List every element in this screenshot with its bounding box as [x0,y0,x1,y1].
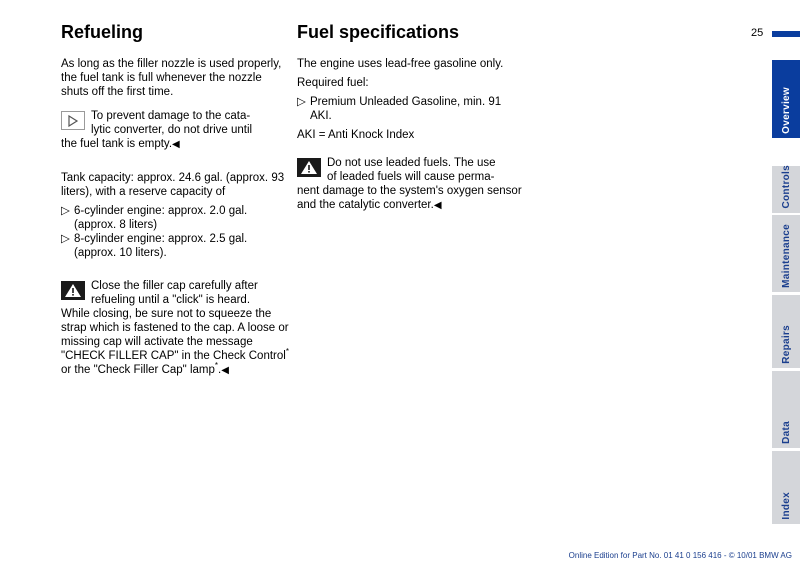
filler-cap-warning [61,279,289,378]
note-line-1: To prevent damage to the cata- [91,110,251,122]
required-fuel-label: Required fuel: [297,77,369,89]
tab-label: Data [780,421,792,444]
bullet-item [61,232,289,260]
fuel-spec-column [297,57,522,213]
tab-label: Overview [780,87,792,134]
catalytic-note [61,109,289,152]
tab-maintenance[interactable] [772,215,800,292]
bullet-item [297,95,522,123]
tab-repairs[interactable] [772,295,800,368]
warning-line-1: Do not use leaded fuels. The use [327,157,496,169]
warning-icon [297,158,321,177]
tab-data[interactable] [772,371,800,448]
end-mark-icon: ◀ [433,200,442,211]
footnote-star: * [214,361,219,371]
refueling-column [61,57,289,378]
tab-label: Repairs [780,325,792,364]
tab-label: Controls [780,165,792,209]
fuel-intro: The engine uses lead-free gasoline only. [297,58,504,70]
tab-overview[interactable] [772,60,800,138]
bullet-text: 8-cylinder engine: approx. 2.5 gal. (approx. 10 liters). [74,233,248,259]
note-line-3: the fuel tank is empty.◀ [61,138,180,150]
end-mark-icon: ◀ [221,365,229,376]
note-line-2: lytic converter, do not drive until [91,124,253,136]
warning-line-1: Close the filler cap carefully after [91,280,258,292]
refueling-intro: As long as the filler nozzle is used properly, the fuel tank is full whenever the nozzle shuts off the first time. [61,58,282,98]
fuel-specifications-heading: Fuel specifications [297,22,460,42]
page-number-bar [772,31,800,37]
tab-label: Index [780,492,792,520]
tab-index[interactable] [772,451,800,524]
warning-line-2: refueling until a "click" is heard. [91,294,251,306]
tab-controls[interactable] [772,166,800,213]
footnote-star: * [285,347,289,357]
aki-definition: AKI = Anti Knock Index [297,129,415,141]
warning-line-2: of leaded fuels will cause perma- [327,171,495,183]
page-number: 25 [751,27,764,39]
footer-edition-note: Online Edition for Part No. 01 41 0 156 416 - © 10/01 BMW AG [568,551,792,560]
end-mark-icon: ◀ [172,139,180,150]
note-icon [61,111,85,130]
bullet-item [61,204,289,232]
warning-body: While closing, be sure not to squeeze the strap which is fastened to the cap. A loose or missing cap will activate the message "CHECK FILLER CAP" in the Check Control* or the "Check Filler Cap" lamp*.◀ [61,308,289,376]
tank-capacity: Tank capacity: approx. 24.6 gal. (approx. 93 liters), with a reserve capacity of [61,172,285,198]
bullet-triangle-icon: ▷ [61,233,70,245]
leaded-fuel-warning [297,156,522,213]
bullet-triangle-icon: ▷ [297,96,306,108]
refueling-heading: Refueling [61,22,144,42]
bullet-text: Premium Unleaded Gasoline, min. 91 AKI. [310,96,502,122]
bullet-triangle-icon: ▷ [61,205,70,217]
warning-body: nent damage to the system's oxygen sensor and the catalytic converter.◀ [297,185,522,211]
tab-label: Maintenance [780,224,792,288]
warning-icon [61,281,85,300]
bullet-text: 6-cylinder engine: approx. 2.0 gal. (approx. 8 liters) [74,205,248,231]
